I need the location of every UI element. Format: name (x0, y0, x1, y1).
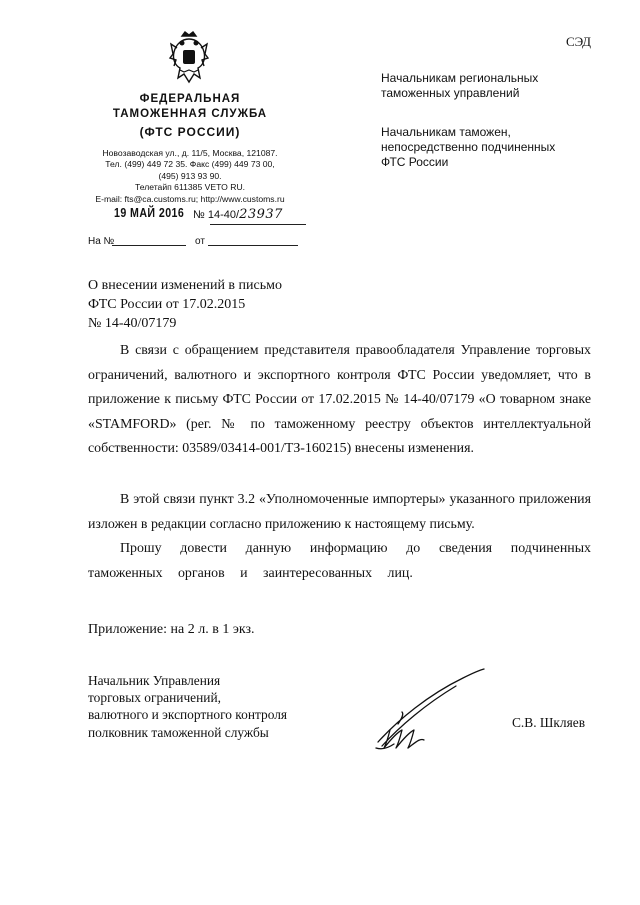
agency-contacts (72, 148, 308, 205)
subject-line: О внесении изменений в письмо (88, 278, 282, 293)
subject-line: ФТС России от 17.02.2015 (88, 297, 246, 312)
reference-from-label: от (195, 236, 205, 247)
position-line: полковник таможенной службы (88, 724, 269, 740)
addressee-line: непосредственно подчиненных (381, 140, 556, 154)
address: Новозаводская ул., д. 11/5, Москва, 121087. (102, 148, 278, 158)
reference-from-line (208, 245, 298, 246)
signer-position (88, 672, 287, 741)
document-mark: СЭД (566, 34, 592, 49)
agency-name-line1: ФЕДЕРАЛЬНАЯ (139, 93, 241, 105)
registration-date-stamp: 19 МАЙ 2016 (114, 206, 185, 220)
subject-line: № 14-40/07179 (88, 316, 177, 331)
number-printed: 14-40/ (207, 209, 240, 221)
addressee-line: Начальникам таможен, (381, 125, 511, 139)
addressee-line: Начальникам региональных (381, 71, 539, 85)
email: E-mail: fts@ca.customs.ru; http://www.customs.ru (95, 193, 285, 204)
body-paragraph-3: Прошу довести данную информацию до сведения подчиненных таможенных органов и заинтересованных лиц. (88, 541, 591, 581)
addressee-regional (381, 71, 611, 101)
fax: (495) 913 93 90. (158, 170, 222, 181)
body-paragraph-2: В этой связи пункт 3.2 «Уполномоченные импортеры» указанного приложения изложен в редакции согласно приложению к настоящему письму. (88, 492, 591, 532)
addressee-line: таможенных управлений (381, 86, 520, 100)
number-label: № (193, 209, 205, 221)
addressee-customs (381, 125, 611, 170)
addressee-line: ФТС России (381, 155, 449, 169)
coat-of-arms-emblem (168, 30, 210, 84)
position-line: торговых ограничений, (88, 690, 221, 706)
reference-no-line (112, 245, 186, 246)
agency-name-short: (ФТС РОССИИ) (139, 125, 241, 139)
position-line: Начальник Управления (88, 673, 221, 688)
appendix-note: Приложение: на 2 л. в 1 экз. (88, 622, 255, 637)
registration-underline (210, 224, 306, 225)
phones: Тел. (499) 449 72 35. Факс (499) 449 73 00, (105, 159, 275, 170)
body-paragraph-1: В связи с обращением представителя правообладателя Управление торговых ограничений, валютного и экспортного контроля ФТС России уведомляет, что в приложение к письму ФТС России от 17.02.2015 № 14-40/07179 «О товарном знаке «STAMFORD» (рег. № по таможенному реестру объектов интеллектуальной собственности: 03589/03414-001/ТЗ-160215) внесены изменения. (88, 343, 591, 456)
handwritten-signature (368, 660, 498, 760)
number-handwritten: 23937 (239, 207, 283, 222)
signer-name: С.В. Шкляев (512, 715, 586, 730)
teletype: Телетайп 611385 VETO RU. (134, 182, 246, 193)
letter-subject (88, 276, 282, 333)
agency-name-line2: ТАМОЖЕННАЯ СЛУЖБА (112, 108, 268, 120)
registration-number (193, 207, 283, 222)
reference-no-label: На № (88, 236, 115, 247)
position-line: валютного и экспортного контроля (88, 707, 288, 723)
